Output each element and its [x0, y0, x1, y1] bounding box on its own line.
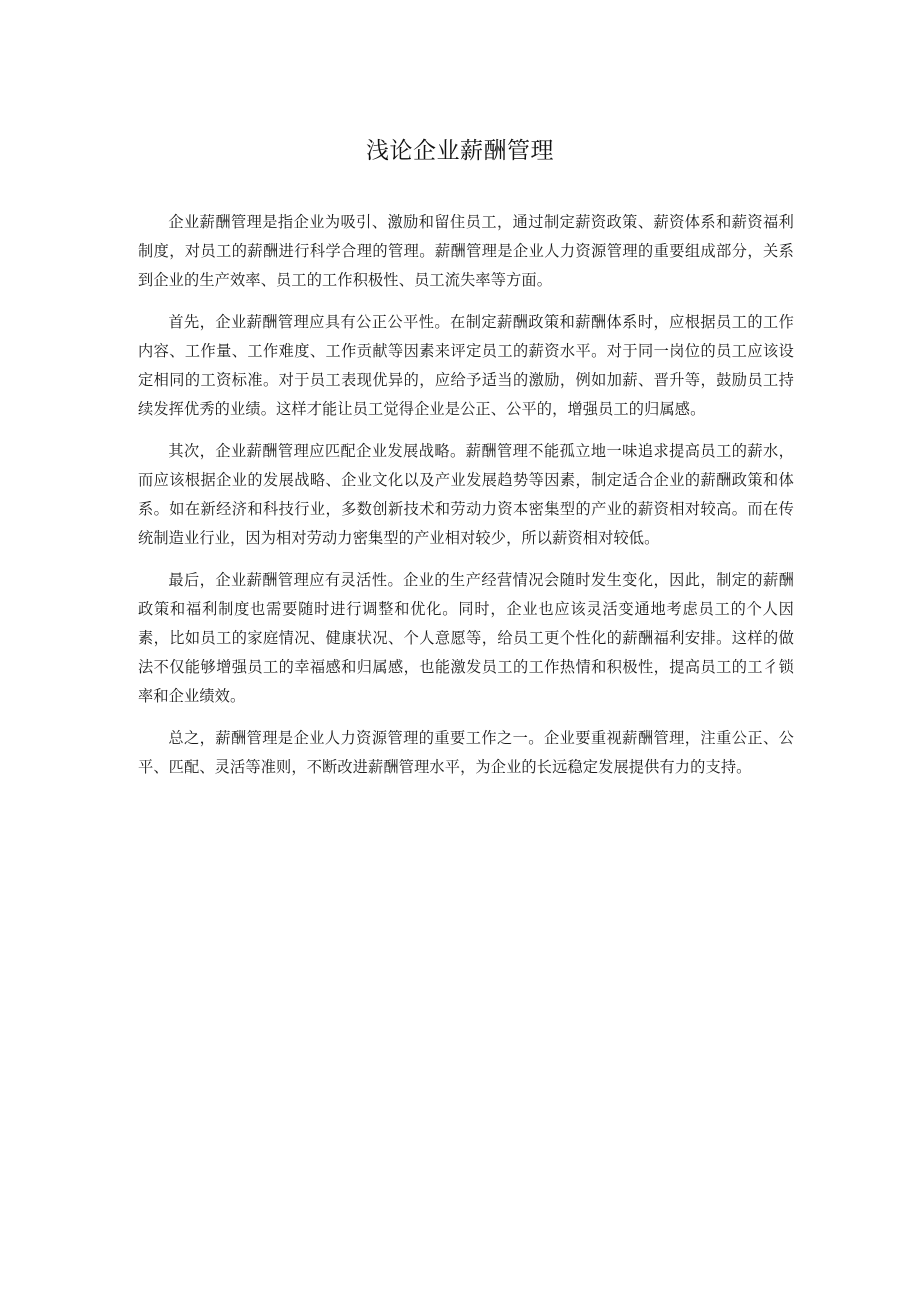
document-title: 浅论企业薪酬管理 [366, 138, 554, 164]
paragraph-conclusion: 总之，薪酬管理是企业人力资源管理的重要工作之一。企业要重视薪酬管理，注重公正、公平、匹配、灵活等准则，不断改进薪酬管理水平，为企业的长远稳定发展提供有力的支持。 [138, 729, 794, 776]
paragraph-flexibility: 最后，企业薪酬管理应有灵活性。企业的生产经营情况会随时发生变化，因此，制定的薪酬政策和福利制度也需要随时进行调整和优化。同时，企业也应该灵活变通地考虑员工的个人因素，比如员工的家庭情况、健康状况、个人意愿等，给员工更个性化的薪酬福利安排。这样的做法不仅能够增强员工的幸福感和归属感，也能激发员工的工作热情和积极性，提高员工的工彳锁率和企业绩效。 [138, 571, 794, 705]
paragraph-intro: 企业薪酬管理是指企业为吸引、激励和留住员工，通过制定薪资政策、薪资体系和薪资福利制度，对员工的薪酬进行科学合理的管理。薪酬管理是企业人力资源管理的重要组成部分，关系到企业的生产效率、员工的工作积极性、员工流失率等方面。 [138, 213, 794, 289]
paragraph-strategy: 其次，企业薪酬管理应匹配企业发展战略。薪酬管理不能孤立地一味追求提高员工的薪水，而应该根据企业的发展战略、企业文化以及产业发展趋势等因素，制定适合企业的薪酬政策和体系。如在新经济和科技行业，多数创新技术和劳动力资本密集型的产业的薪资相对较高。而在传统制造业行业，因为相对劳动力密集型的产业相对较少，所以薪资相对较低。 [138, 442, 794, 547]
document-body [138, 208, 794, 795]
paragraph-fairness: 首先，企业薪酬管理应具有公正公平性。在制定薪酬政策和薪酬体系时，应根据员工的工作内容、工作量、工作难度、工作贡献等因素来评定员工的薪资水平。对于同一岗位的员工应该设定相同的工资标准。对于员工表现优异的，应给予适当的激励，例如加薪、晋升等，鼓励员工持续发挥优秀的业绩。这样才能让员工觉得企业是公正、公平的，增强员工的归属感。 [138, 313, 794, 418]
